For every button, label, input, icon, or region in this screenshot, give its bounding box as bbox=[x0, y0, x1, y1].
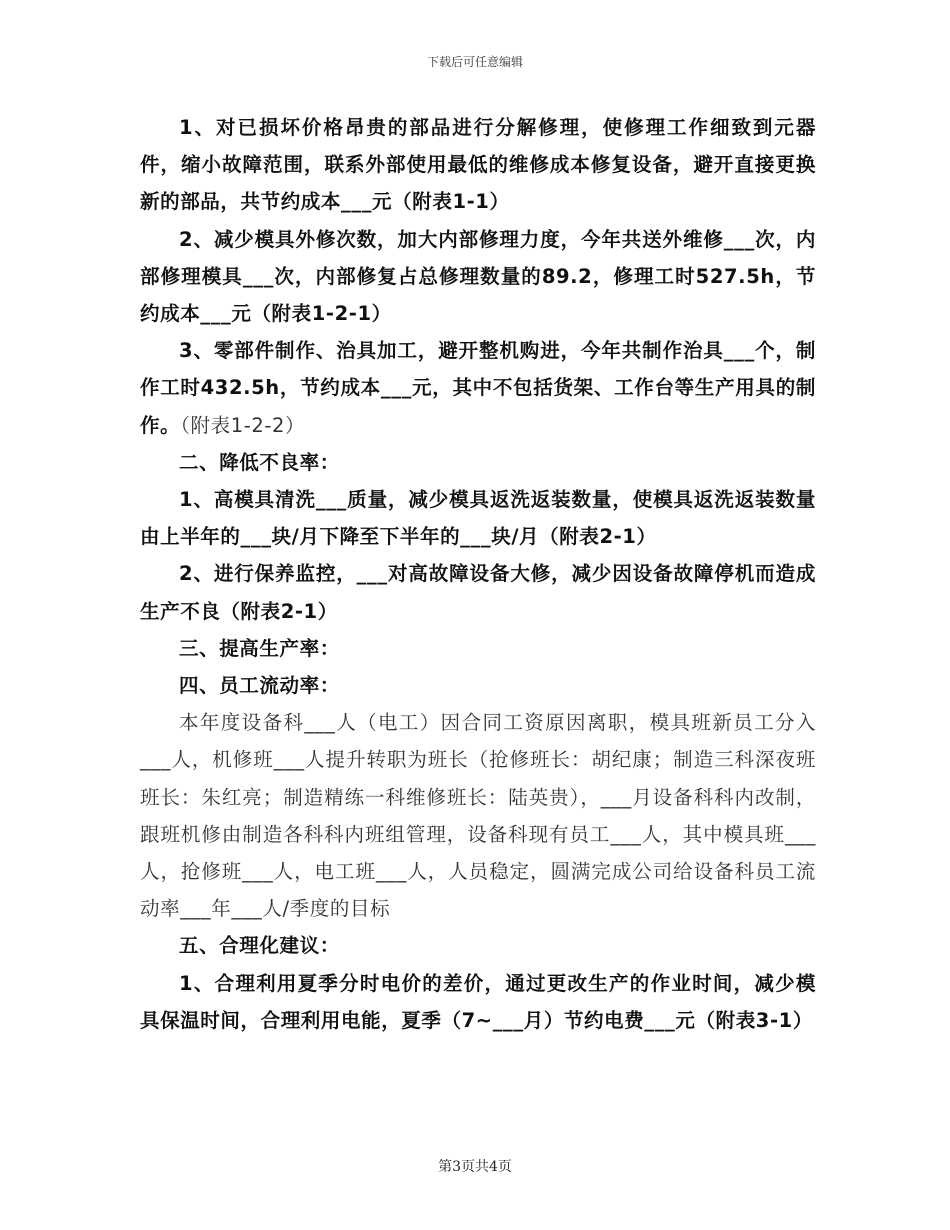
page-footer: 第3页共4页 bbox=[438, 1159, 512, 1175]
page-header: 下载后可任意编辑 bbox=[426, 55, 523, 69]
section-heading-turnover: 四、员工流动率： bbox=[179, 674, 340, 698]
paragraph-electricity-saving: 1、合理利用夏季分时电价的差价，通过更改生产的作业时间，减少模具保温时间，合理利用电能，夏季（7~___月）节约电费___元（附表3-1） bbox=[140, 971, 816, 1032]
section-heading-productivity: 三、提高生产率： bbox=[179, 636, 340, 660]
paragraph-mold-repair: 2、减少模具外修次数，加大内部修理力度，今年共送外维修___次，内部修理模具___次，内部修复占总修理数量的89.2，修理工时527.5h，节约成本___元（附表1-2-1） bbox=[140, 227, 816, 326]
paragraph-fixture-making bbox=[140, 332, 816, 444]
paragraph-fixture-making-text: 3、零部件制作、治具加工，避开整机购进，今年共制作治具___个，制作工时432.5h，节约成本___元，其中不包括货架、工作台等生产用具的制作。 bbox=[140, 339, 816, 437]
paragraph-maintenance-monitoring: 2、进行保养监控，___对高故障设备大修，减少因设备故障停机而造成生产不良（附表2-1） bbox=[140, 562, 816, 623]
section-heading-defect-rate: 二、降低不良率： bbox=[179, 450, 340, 474]
paragraph-staff-turnover: 本年度设备科___人（电工）因合同工资原因离职，模具班新员工分入___人，机修班___人提升转职为班长（抢修班长：胡纪康；制造三科深夜班班长：朱红亮；制造精练一科维修班长：陆英贵），___月设备科科内改制，跟班机修由制造各科科内班组管理，设备科现有员工___人，其中模具班___人，抢修班___人，电工班___人，人员稳定，圆满完成公司给设备科员工流动率___年___人/季度的目标 bbox=[140, 711, 816, 921]
paragraph-mold-cleaning: 1、高模具清洗___质量，减少模具返洗返装数量，使模具返洗返装数量由上半年的___块/月下降至下半年的___块/月（附表2-1） bbox=[140, 488, 816, 549]
paragraph-cost-repair: 1、对已损坏价格昂贵的部品进行分解修理，使修理工作细致到元器件，缩小故障范围，联系外部使用最低的维修成本修复设备，避开直接更换新的部品，共节约成本___元（附表1-1） bbox=[140, 116, 816, 214]
document-body bbox=[140, 109, 816, 1039]
paragraph-fixture-making-ref: （附表1-2-2） bbox=[180, 413, 306, 437]
section-heading-suggestions: 五、合理化建议： bbox=[179, 934, 340, 958]
